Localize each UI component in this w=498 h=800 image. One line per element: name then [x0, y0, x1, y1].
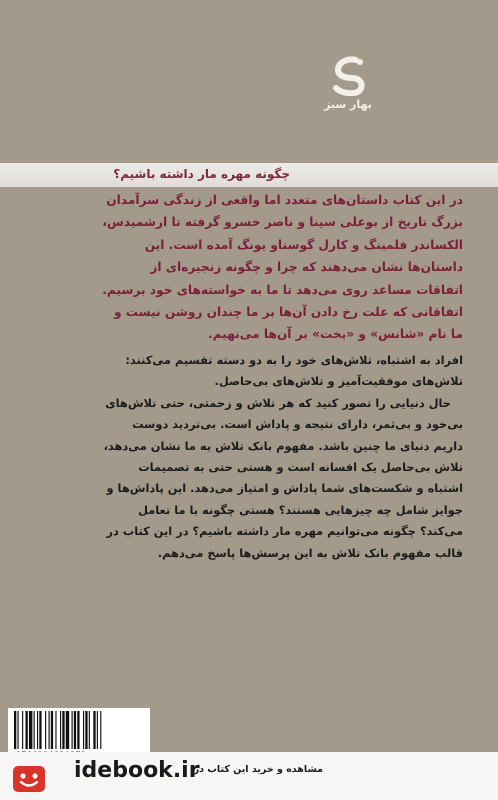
barcode-bar — [49, 711, 50, 749]
intro-line: الکساندر فلمینگ و کارل گوستاو یونگ آمده است. این — [144, 237, 463, 252]
intro-line: بزرگ تاریخ از بوعلی سینا و ناصر خسرو گرفته تا ارشمیدس، — [102, 215, 463, 230]
barcode-bar — [66, 711, 69, 749]
barcode-bar — [89, 711, 90, 749]
barcode-bar — [22, 711, 23, 749]
title-band — [0, 163, 498, 187]
smiley-book-icon — [12, 764, 46, 794]
intro-line: اتفاقات مساعد روی می‌دهد تا ما به خواسته‌های خود برسیم. — [102, 282, 463, 297]
barcode-bar — [100, 711, 101, 749]
barcode-bar — [34, 711, 35, 749]
intro-line: داستان‌ها نشان می‌دهند که چرا و چگونه زنجیره‌ای از — [150, 260, 463, 275]
footer-caption: مشاهده و خرید این کتاب در: — [189, 764, 323, 775]
intro-line: اتفاقاتی که علت رخ دادن آن‌ها بر ما چندان روشن نیست و — [113, 305, 463, 320]
barcode-bar — [60, 711, 61, 749]
barcode-bar — [14, 711, 16, 749]
barcode-bar — [17, 711, 18, 749]
barcode-bar — [83, 711, 84, 749]
barcode-bar — [62, 711, 64, 749]
barcode-bar — [26, 711, 28, 749]
barcode-bar — [45, 711, 46, 749]
intro-line: ما نام «شانس» و «بخت» بر آن‌ها می‌نهیم. — [207, 327, 463, 342]
intro-line: در این کتاب داستان‌های متعدد اما واقعی از زندگی سرآمدان — [106, 193, 463, 207]
barcode-bar — [51, 711, 53, 749]
barcode-bar — [37, 711, 38, 749]
barcode-bar — [39, 711, 41, 749]
body-line: بی‌خود و بی‌ثمر، دارای نتیجه و پاداش است. بی‌تردید دوست — [132, 417, 463, 432]
body-line: قالب مفهوم بانک تلاش به این پرسش‌ها پاسخ می‌دهم. — [157, 545, 463, 560]
body-line: داریم دنیای ما چنین باشد. مفهوم بانک تلاش به ما نشان می‌دهد، — [103, 438, 463, 453]
barcode-bar — [29, 711, 32, 749]
publisher-name: بهار سبز — [324, 98, 372, 111]
publisher-logo — [318, 56, 378, 126]
body-line: اشتباه و شکست‌های شما پاداش و امتیاز می‌دهد. این پاداش‌ها و — [106, 481, 463, 496]
body-line: تلاش بی‌حاصل یک افسانه است و هستی حتی به تصمیمات — [138, 460, 463, 475]
book-title: چگونه مهره مار داشته باشیم؟ — [113, 167, 290, 181]
barcode-bar — [74, 711, 76, 749]
barcode-bar — [72, 711, 73, 749]
body-paragraph — [23, 350, 463, 564]
footer-banner[interactable] — [0, 752, 498, 800]
body-line: افراد به اشتباه، تلاش‌های خود را به دو دسته تقسیم می‌کنند: — [125, 353, 463, 367]
barcode-bar — [55, 711, 56, 749]
body-line: می‌کند؟ چگونه می‌توانیم مهره مار داشته باشیم؟ در این کتاب در — [106, 524, 463, 539]
body-line: حال دنیایی را تصور کنید که هر تلاش و زحمتی، حتی تلاش‌های — [105, 395, 451, 410]
intro-paragraph — [23, 189, 463, 346]
publisher-logo-icon — [326, 56, 370, 96]
barcode-bar — [77, 711, 79, 749]
barcode-bar — [97, 711, 98, 749]
barcode-bar — [85, 711, 87, 749]
footer-brand[interactable]: idebook.ir — [74, 758, 200, 783]
body-line: جوایز شامل چه چیزهایی هستند؟ هستی چگونه با ما تعامل — [138, 502, 463, 517]
barcode-bar — [93, 711, 95, 749]
body-line: تلاش‌های موفقیت‌آمیز و تلاش‌های بی‌حاصل. — [214, 374, 463, 389]
barcode-bars — [10, 711, 148, 749]
